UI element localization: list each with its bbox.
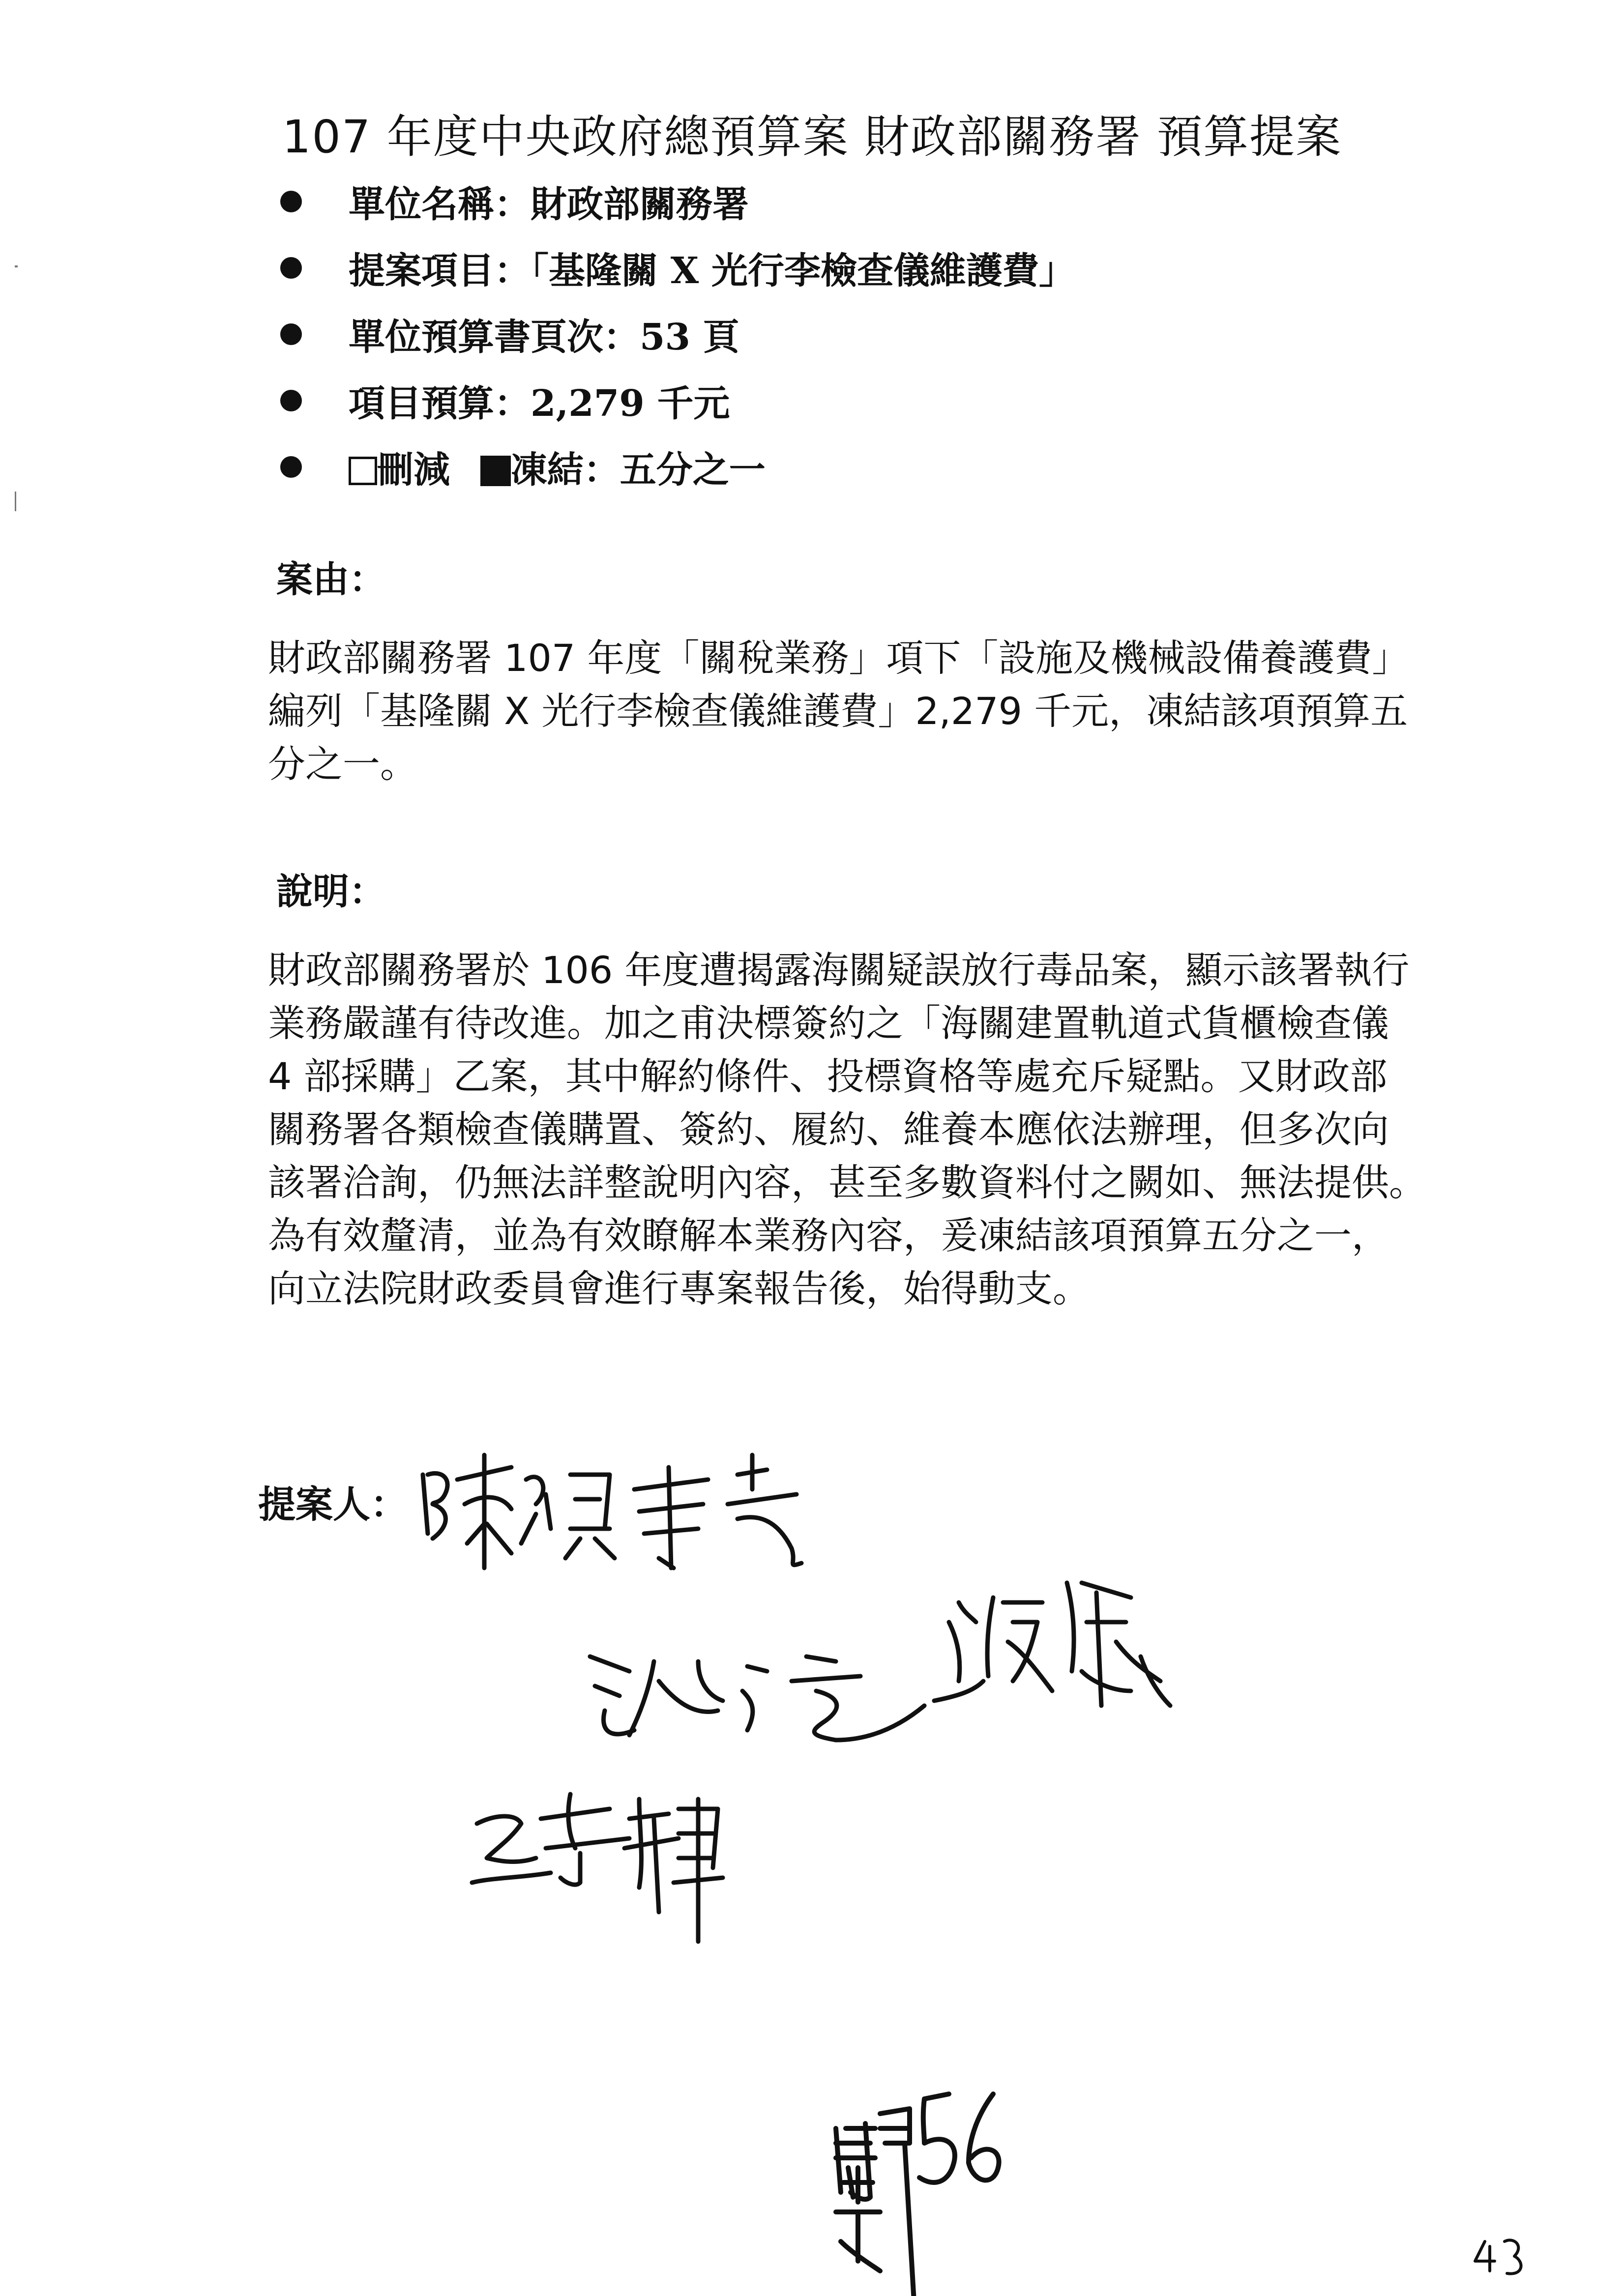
page-mark-handwritten <box>836 2094 999 2296</box>
proposer-label: 提案人： <box>258 1482 408 1526</box>
explanation-heading: 說明： <box>276 871 385 913</box>
bullet-value: 財政部關務署 <box>531 183 749 226</box>
signature-3 <box>934 1583 1170 1706</box>
explanation-line: 財政部關務署於 106 年度遭揭露海關疑誤放行毒品案，顯示該署執行 <box>268 948 1410 992</box>
explanation-line: 為有效釐清，並為有效瞭解本業務內容，爰凍結該項預算五分之一， <box>268 1214 1389 1257</box>
reason-line: 編列「基隆關 X 光行李檢查儀維護費」2,279 千元，凍結該項預算五 <box>268 689 1408 733</box>
explanation-line: 向立法院財政委員會進行專案報告後，始得動支。 <box>268 1267 1090 1310</box>
freeze-option-label: 凍結： <box>510 449 620 491</box>
bullet-label: 提案項目： <box>349 250 531 292</box>
bullet-value: 2,279 千元 <box>531 382 730 425</box>
page-number-handwritten <box>1475 2240 1521 2273</box>
bullet-value: 53 頁 <box>640 316 739 358</box>
explanation-line: 關務署各類檢查儀購置、簽約、履約、維養本應依法辦理，但多次向 <box>268 1107 1389 1151</box>
freeze-option-value: 五分之一 <box>620 449 766 491</box>
bullet-value: 「基隆關 X 光行李檢查儀維護費」 <box>531 250 1075 292</box>
explanation-line: 該署洽詢，仍無法詳整說明內容，甚至多數資料付之闕如、無法提供。 <box>268 1161 1426 1204</box>
bullet-label: 單位預算書頁次： <box>349 316 640 358</box>
bullet-label: 單位名稱： <box>349 183 531 226</box>
bullet-label: 項目預算： <box>349 382 531 425</box>
signature-1 <box>423 1455 801 1568</box>
reason-line: 分之一。 <box>268 742 417 786</box>
explanation-line: 業務嚴謹有待改進。加之甫決標簽約之「海關建置軌道式貨櫃檢查儀 <box>268 1001 1389 1045</box>
delete-option-label: 刪減 <box>377 449 450 491</box>
reason-line: 財政部關務署 107 年度「關稅業務」項下「設施及機械設備養護費」 <box>268 636 1410 680</box>
explanation-line: 4 部採購」乙案，其中解約條件、投標資格等處充斥疑點。又財政部 <box>268 1054 1388 1098</box>
document-title: 107 年度中央政府總預算案 財政部關務署 預算提案 <box>282 111 1342 163</box>
signature-4 <box>472 1794 723 1942</box>
signature-2 <box>590 1657 924 1740</box>
reason-heading: 案由： <box>276 558 385 601</box>
